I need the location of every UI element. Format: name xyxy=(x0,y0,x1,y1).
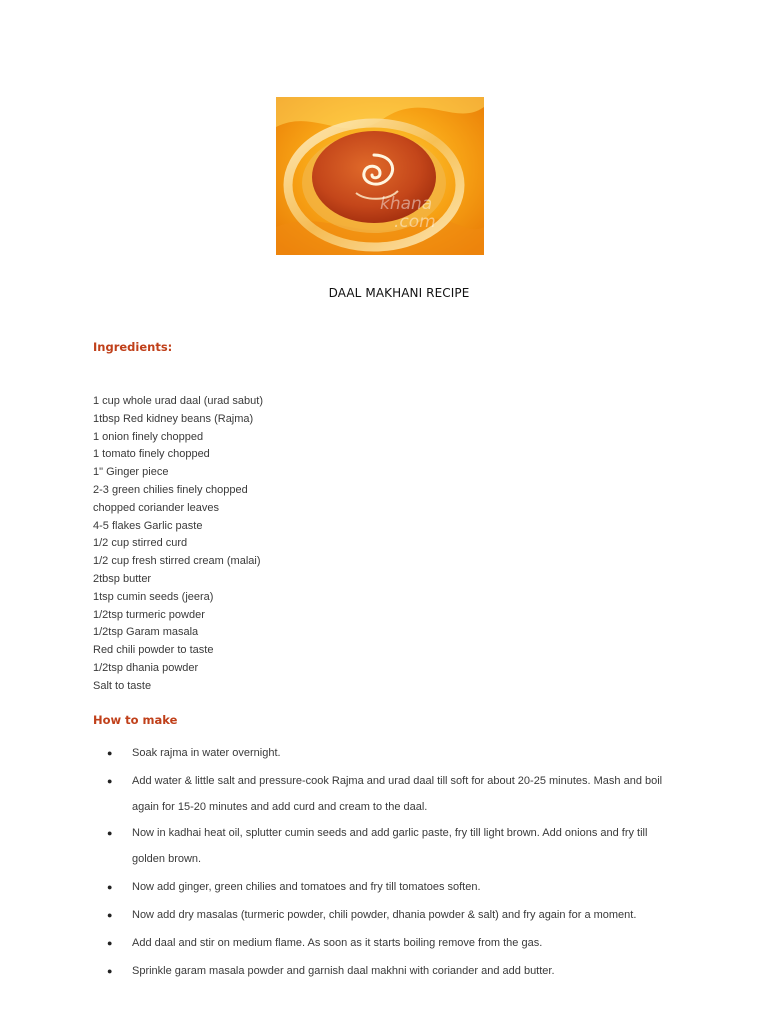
how-to-make-heading: How to make xyxy=(93,713,178,727)
step-text: Now add ginger, green chilies and tomatoes and fry till tomatoes soften. xyxy=(132,881,481,893)
step-item xyxy=(107,769,667,820)
ingredient-item: 1tsp cumin seeds (jeera) xyxy=(93,590,214,603)
ingredient-item: Red chili powder to taste xyxy=(93,644,214,657)
bullet-icon: ● xyxy=(107,776,113,786)
step-item xyxy=(107,931,667,957)
bullet-icon: ● xyxy=(107,910,113,920)
step-text: Soak rajma in water overnight. xyxy=(132,747,281,759)
ingredient-item: 1" Ginger piece xyxy=(93,466,169,479)
ingredient-item: 2-3 green chilies finely chopped xyxy=(93,483,248,496)
ingredient-item: 1 onion finely chopped xyxy=(93,430,204,443)
step-text: Sprinkle garam masala powder and garnish daal makhni with coriander and add butter. xyxy=(132,965,555,977)
step-text: Now in kadhai heat oil, splutter cumin seeds and add garlic paste, fry till light brown. Add onions and fry till golden brown. xyxy=(132,827,648,865)
ingredient-item: 2tbsp butter xyxy=(93,572,152,585)
recipe-title: DAAL MAKHANI RECIPE xyxy=(328,286,470,300)
svg-text:.com: .com xyxy=(394,212,436,232)
ingredient-item: 4-5 flakes Garlic paste xyxy=(93,519,203,532)
bullet-icon: ● xyxy=(107,938,113,948)
bullet-icon: ● xyxy=(107,882,113,892)
step-item xyxy=(107,903,667,929)
ingredient-item: 1 cup whole urad daal (urad sabut) xyxy=(93,395,263,407)
ingredient-item: 1 tomato finely chopped xyxy=(93,448,210,461)
step-item xyxy=(107,959,667,985)
step-text: Add water & little salt and pressure-cook Rajma and urad daal till soft for about 20-25 minutes. Mash and boil again for 15-20 minutes and add curd and cream to the daal. xyxy=(132,775,663,813)
ingredient-item: 1/2tsp turmeric powder xyxy=(93,608,205,621)
step-item xyxy=(107,741,667,767)
bullet-icon: ● xyxy=(107,748,113,758)
ingredient-item: 1/2tsp dhania powder xyxy=(93,661,199,674)
ingredient-item: 1/2tsp Garam masala xyxy=(93,626,199,639)
bullet-icon: ● xyxy=(107,966,113,976)
ingredient-item: chopped coriander leaves xyxy=(93,501,219,514)
ingredients-list xyxy=(93,393,263,696)
svg-text:khana: khana xyxy=(380,194,433,214)
ingredient-item: 1tbsp Red kidney beans (Rajma) xyxy=(93,412,254,425)
ingredient-item: 1/2 cup stirred curd xyxy=(93,537,188,550)
step-text: Now add dry masalas (turmeric powder, chili powder, dhania powder & salt) and fry again for a moment. xyxy=(132,909,637,921)
step-item xyxy=(107,821,667,872)
bullet-icon: ● xyxy=(107,828,113,838)
daal-bowl-image xyxy=(276,97,484,255)
step-text: Add daal and stir on medium flame. As soon as it starts boiling remove from the gas. xyxy=(132,937,543,949)
ingredient-item: Salt to taste xyxy=(93,679,152,692)
step-item xyxy=(107,875,667,901)
ingredient-item: 1/2 cup fresh stirred cream (malai) xyxy=(93,555,261,568)
ingredients-heading: Ingredients: xyxy=(93,340,173,354)
recipe-photo xyxy=(276,97,484,255)
